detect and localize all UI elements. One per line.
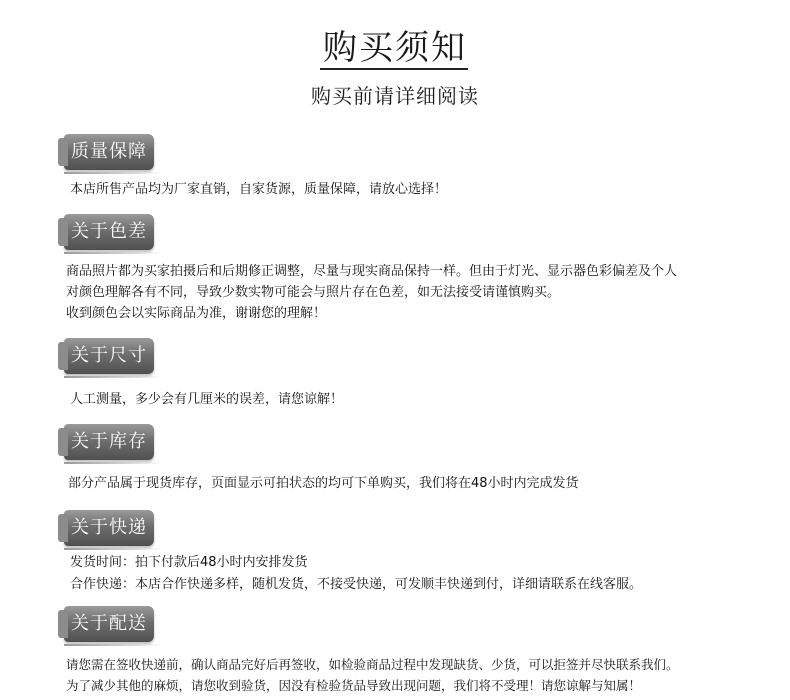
section-heading-label: 关于配送 [71,613,147,634]
section-text: 商品照片都为买家拍摄后和后期修正调整，尽量与现实商品保持一样。但由于灯光、显示器色彩偏差及个人 [66,264,678,279]
section-heading-quality [64,134,154,170]
section-divider [64,376,164,378]
section-text: 请您需在签收快递前，确认商品完好后再签收，如检验商品过程中发现缺货、少货，可以拒签并尽快联系我们。 [66,657,679,672]
page-subtitle: 购买前请详细阅读 [311,84,479,108]
section-text: 部分产品属于现货库存，页面显示可拍状态的均可下单购买，我们将在48小时内完成发货 [68,476,579,491]
section-text: 发货时间：拍下付款后48小时内安排发货 [70,555,308,570]
section-heading-label: 关于快递 [71,517,147,538]
section-heading-label: 关于尺寸 [71,345,147,366]
section-heading-color [64,214,154,250]
section-heading-shipping [64,606,154,642]
section-heading-stock [64,424,154,460]
page-title: 购买须知 [323,28,467,68]
section-heading-delivery [64,510,154,546]
section-divider [64,462,164,464]
section-text: 为了减少其他的麻烦，请您收到验货，因没有检验货品导致出现问题，我们将不受理！请您谅解与知属！ [66,678,642,693]
title-underline [320,68,468,70]
section-divider [64,252,164,254]
section-text: 合作快递：本店合作快递多样，随机发货，不接受快递，可发顺丰快递到付，详细请联系在线客服。 [70,577,643,592]
section-text: 本店所售产品均为厂家直销，自家货源，质量保障，请放心选择！ [70,182,448,197]
section-heading-label: 关于色差 [71,221,147,242]
section-divider [64,548,164,550]
section-heading-label: 质量保障 [71,141,147,162]
section-divider [64,172,164,174]
section-divider [64,644,164,646]
section-text: 对颜色理解各有不同，导致少数实物可能会与照片存在色差，如无法接受请谨慎购买。 [66,285,561,300]
section-text: 收到颜色会以实际商品为准，谢谢您的理解！ [66,306,327,321]
section-heading-size [64,338,154,374]
section-heading-label: 关于库存 [71,431,147,452]
section-text: 人工测量，多少会有几厘米的误差，请您谅解！ [70,392,344,407]
